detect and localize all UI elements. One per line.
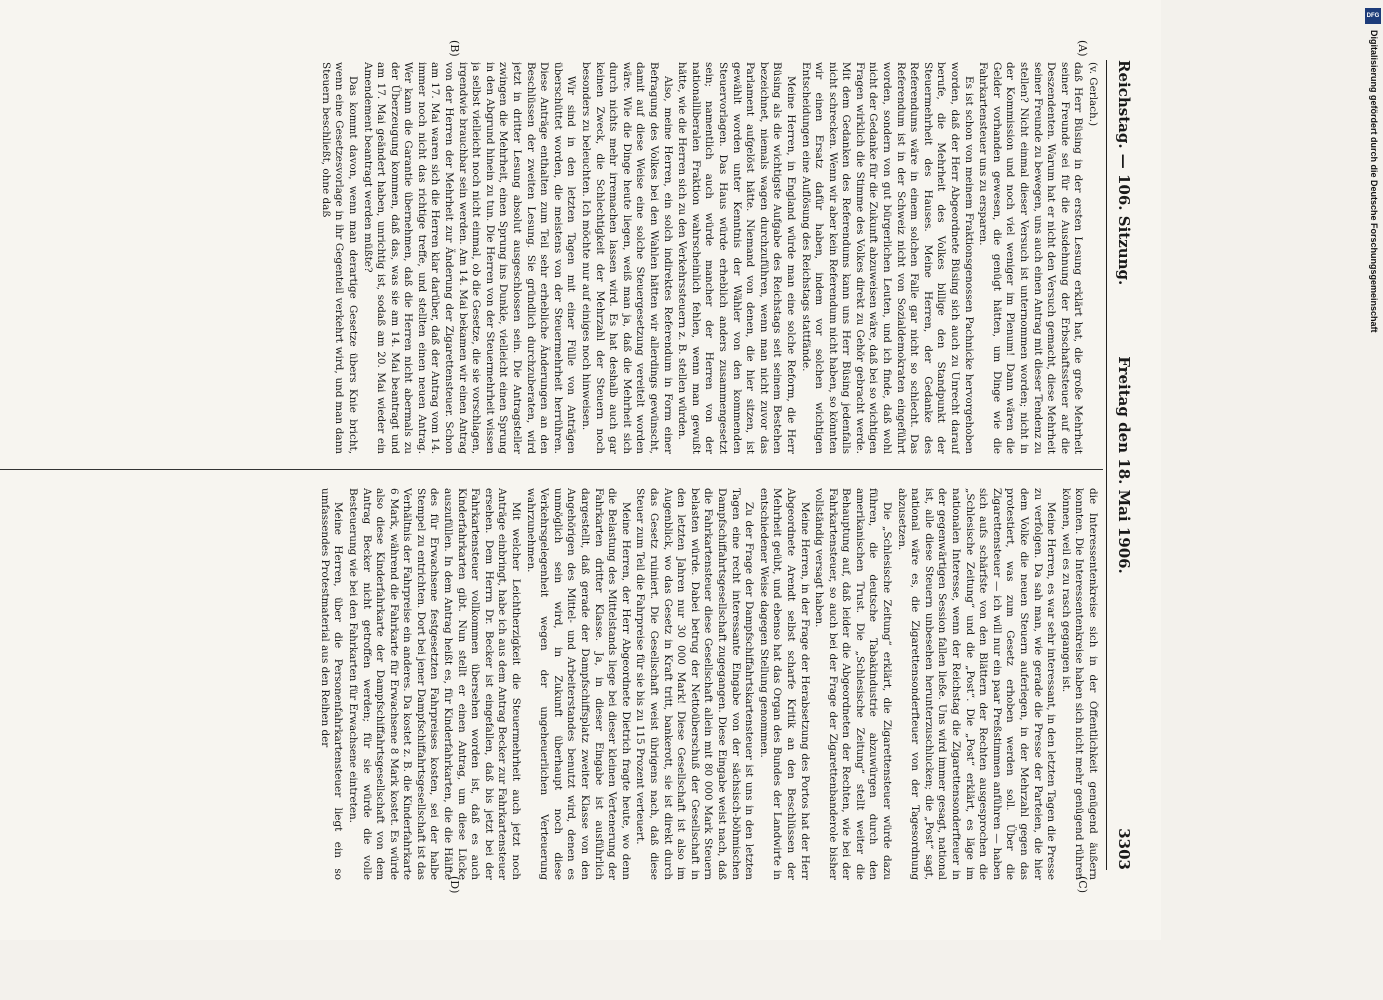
speaker-label: (v. Gerlach.) xyxy=(1087,62,1099,127)
column-divider xyxy=(0,469,1103,470)
margin-label-b: (B) xyxy=(448,40,461,57)
right-column xyxy=(0,488,1099,880)
digitization-credit: Digitalisierung gefördert durch die Deutsche Forschungsgemeinschaft xyxy=(1369,30,1379,333)
paragraph: Die „Schlesische Zeitung“ erklärt, die Zigarettensteuer würde dazu führen, die deutsche Tabakindustrie abzuwürgen durch den amerikanischen Trust. Die „Schlesische Zeitung“ stellt weiter die Behauptung auf, daß leider die Abgeordneten der Rechten, wie bei der Fahrkartensteuer, so auch bei der Frage der Zigarettenbanderole bisher vollständig versagt haben. xyxy=(813,488,894,880)
paragraph: Meine Herren, es war sehr interessant, in den letzten Tagen die Presse zu verfolgen. Da sah man, wie gerade die Presse der Parteien, die hier dem Volke die neuen Steuern auferlegen, in der Mehrzahl gegen das protestiert, was zum Gesetz erhoben werden soll. Über die Zigarettensteuer — ich will nur ein paar Preßstimmen anführen — haben sich aufs schärfste von den Blättern der Rechten ausgesprochen die „Schlesische Zeitung“ und die „Post“. Die „Post“ erklärt, es läge im nationalen Interesse, wenn der Reichstag die Zigarettensonderfteuer in der gegenwärtigen Session fallen ließe. Uns wird immer gesagt, national ist, alle diese Steuern unbesehen herunterzuschlucken; die „Post“ sagt, national wäre es, die Zigarettensonderfteuer von der Tagesordnung abzusetzen. xyxy=(895,488,1058,880)
header-session: Reichstag. — 106. Sitzung. xyxy=(1115,60,1133,286)
paragraph: Mit welcher Leichtherzigkeit die Steuermehrheit auch jetzt noch Anträge einbringt, habe ich aus dem Antrag Becker zur Fahrkartensteuer ersehen. Dem Herrn Dr. Becker ist eingefallen, daß bis jetzt bei der Fahrkartensteuer vollkommen übersehen worden ist, daß es auch Kinderfahrkarten gibt. Nun stellt er einen Antrag, um diese Lücke auszufüllen. In dem Antrag heißt es, für Kinderfahrkarten, die die Hälfte des für Erwachsene festgesetzten Fahrpreises kosten, sei der halbe Stempel zu entrichten. Dort bei jener Dampfschiffahrtsgesellschaft ist das Verhältnis der Fahrpreise ein anderes. Da kostet z. B. die Kinderfahrkarte 6 Mark, während die Fahrkarte für Erwachsene 8 Mark kostet. Es würde also diese Kinderfahrkarte der Dampfschiffahrtsgesellschaft von dem Antrag Becker nicht getroffen werden; für sie würde die volle Besteuerung wie bei den Fahrkarten für Erwachsene eintreten. xyxy=(346,488,523,880)
margin-label-c: (C) xyxy=(1076,876,1089,893)
paragraph: die Interessentenkreise sich in der Öffentlichkeit genügend äußern konnten. Die Interessentenkreise haben sich nicht mehr genügend rühren können, weil es zu rasch gegangen ist. xyxy=(1059,488,1099,880)
header-rule xyxy=(1106,60,1107,870)
paragraph: Es ist schon von meinem Fraktionsgenossen Pachnicke hervorgehoben worden, daß der Herr Abgeordnete Büsing sich auch zu Unrecht darauf berufe, die Mehrheit des Volkes billige den Standpunkt der Steuermehrheit des Hauses. Meine Herren, der Gedanke des Referendums wäre in einem solchen Falle gar nicht so schlecht. Das Referendum ist in der Schweiz nicht von Sozialdemokraten eingeführt worden, sondern von gut bürgerlichen Leuten, und ich finde, daß wohl nicht der Gedanke für die Zukunft abzuweisen wäre, daß bei so wichtigen Fragen wirklich die Stimme des Volkes direkt zu Gehör gebracht werde. Mit dem Gedanken des Referendums kann uns Herr Büsing jedenfalls nicht schrecken. Wenn wir aber kein Referendum nicht haben, so könnten wir einen Ersatz dafür haben, indem vor solchen wichtigen Entscheidungen eine Auflösung des Reichstags stattfände. xyxy=(799,62,975,454)
paragraph: Das kommt davon, wenn man derartige Gesetze übers Knie bricht, wenn eine Gesetzesvorlage in ihr Gegenteil verkehrt wird, und man dann Steuern beschließt, ohne daß xyxy=(319,62,359,454)
dfg-logo: DFG xyxy=(1365,8,1381,24)
margin-label-a: (A) xyxy=(1076,40,1089,57)
paragraph: daß Herr Büsing in der ersten Lesung erklärt hat, die große Mehrheit seiner Freunde sei für die Ausdehnung der Erbschaftssteuer auf die Deszendenten. Warum hat er nicht den Versuch gemacht, diese Mehrheit seiner Freunde zu bewegen, uns auch einen Antrag mit dieser Tendenz zu stellen? Nicht einmal dieser Versuch ist unternommen worden; nicht in der Kommission und noch viel weniger im Plenum! Dann wären die Gelder vorhanden gewesen, die genügt hätten, um Dinge wie die Fahrkartensteuer uns zu ersparen. xyxy=(977,62,1085,454)
page-header xyxy=(1109,60,1133,870)
left-column xyxy=(0,62,1099,454)
paragraph: Meine Herren, der Herr Abgeordnete Dietrich fragte heute, wo denn die Belastung des Mittelstands liege bei dieser kleinen Vertenerung der Fahrkarten dritter Klasse. Ja, in dieser Eingabe ist ausführlich dargestellt, daß gerade der Dampfschiffsplatz zweiter Klasse von den Angehörigen des Mittel- und Arbeiterstandes benutzt wird, denen es unmöglich sein wird, in Zukunft überhaupt noch diese Verkehrsgelegenheit wegen der ungeheuerlichen Verteuerung wahrzunehmen. xyxy=(524,488,632,880)
paragraph: Zu der Frage der Dampfschiffahrtskartensteuer ist uns in den letzten Tagen eine recht interessante Eingabe von der sächsisch-böhmischen Dampfschiffahrtsgesellschaft zugegangen. Diese Eingabe weist nach, daß die Fahrkartensteuer diese Gesellschaft allein mit 80 000 Mark Steuern belasten würde. Dabei betrug der Nettoüberschuß der Gesellschaft in den letzten Jahren nur 30 000 Mark! Diese Gesellschaft ist also im Augenblick, wo das Gesetz in Kraft tritt, bankerott, sie ist direkt durch das Gesetz ruiniert. Die Gesellschaft weist übrigens nach, daß diese Steuer zum Teil die Fahrpreise für sie bis zu 115 Prozent verteuert. xyxy=(634,488,756,880)
paragraph: Also, meine Herren, ein solch indirektes Referendum in Form einer Befragung des Volkes bei den Wahlen hätten wir allerdings gewünscht, damit auf diese Weise eine solche Steuergesetzung vereitelt worden wäre. Wie die Dinge heute liegen, weiß man ja, daß die Mehrheit sich durch nichts mehr irremachen lassen wird. Es hat deshalb auch gar keinen Zweck, die Schlechtigkeit der Mehrzahl der Steuern noch besonders zu beleuchten. Ich möchte nur auf einiges noch hinweisen. xyxy=(580,62,674,454)
margin-label-d: (D) xyxy=(448,876,461,894)
paragraph: Meine Herren, in der Frage der Herabsetzung des Portos hat der Herr Abgeordnete Arendt selbst scharfe Kritik an den Beschlüssen der Mehrheit geübt, und ebenso hat das Organ des Bundes der Landwirte in entschiedener Weise dagegen Stellung genommen. xyxy=(757,488,811,880)
header-date: Freitag den 18. Mai 1906. xyxy=(1115,356,1133,574)
paragraph: Meine Herren, in England würde man eine solche Reform, die Herr Büsing als die wichtigste Aufgabe des Reichstags seit seinem Bestehen bezeichnet, niemals wagen durchzuführen, wenn man nicht zuvor das Parlament aufgelöst hätte. Niemand von denen, die hier sitzen, ist gewählt worden unter Kenntnis der Wähler von den kommenden Steuervorlagen. Das Haus würde erheblich anders zusammengesetzt sein; namentlich auch würde mancher der Herren von der nationalliberalen Fraktion wahrscheinlich fehlen, wenn man gewußt hätte, wie die Herren sich zu den Verkehrssteuern z. B. stellen würden. xyxy=(676,62,797,454)
paragraph: Meine Herren, über die Personenfahrkartensteuer liegt ein so umfassendes Protestmaterial aus den Reihen der xyxy=(318,488,345,880)
header-page-number: 3303 xyxy=(1115,828,1133,870)
paragraph: Wir sind in den letzten Tagen mit einer Fülle von Anträgen überschüttet worden, die meistens von der Steuermehrheit herrühren. Diese Anträge enthalten zum Teil sehr erhebliche Änderungen an den Beschlüssen der zweiten Lesung. Sie gründlich durchzuberaten, wird jetzt in dritter Lesung absolut ausgeschlossen sein. Die Antragsteller zwingen die Mehrheit, einen Sprung ins Dunkle, vielleicht einen Sprung in den Abgrund hinein zu tun. Die Herren von der Steuermehrheit wissen ja selbst vielleicht noch nicht einmal, ob die Gesetze, die sie vorschlagen, irgendwie brauchbar sein werden. Am 14. Mai bekamen wir einen Antrag von der Herren der Mehrheit zur Änderung der Zigarettensteuer. Schon am 17. Mai waren sich die Herren klar darüber, daß der Antrag vom 14. immer noch nicht das richtige treffe, und stellten einen neuen Antrag. Wer kann die Garantie übernehmen, daß die Herren nicht abermals zu der Überzeugung kommen, daß das, was sie am 14. Mai beantragt und am 17. Mai geändert haben, unrichtig ist, sodaß am 20. Mai wieder ein Amendement beantragt werden müßte? xyxy=(361,62,578,454)
